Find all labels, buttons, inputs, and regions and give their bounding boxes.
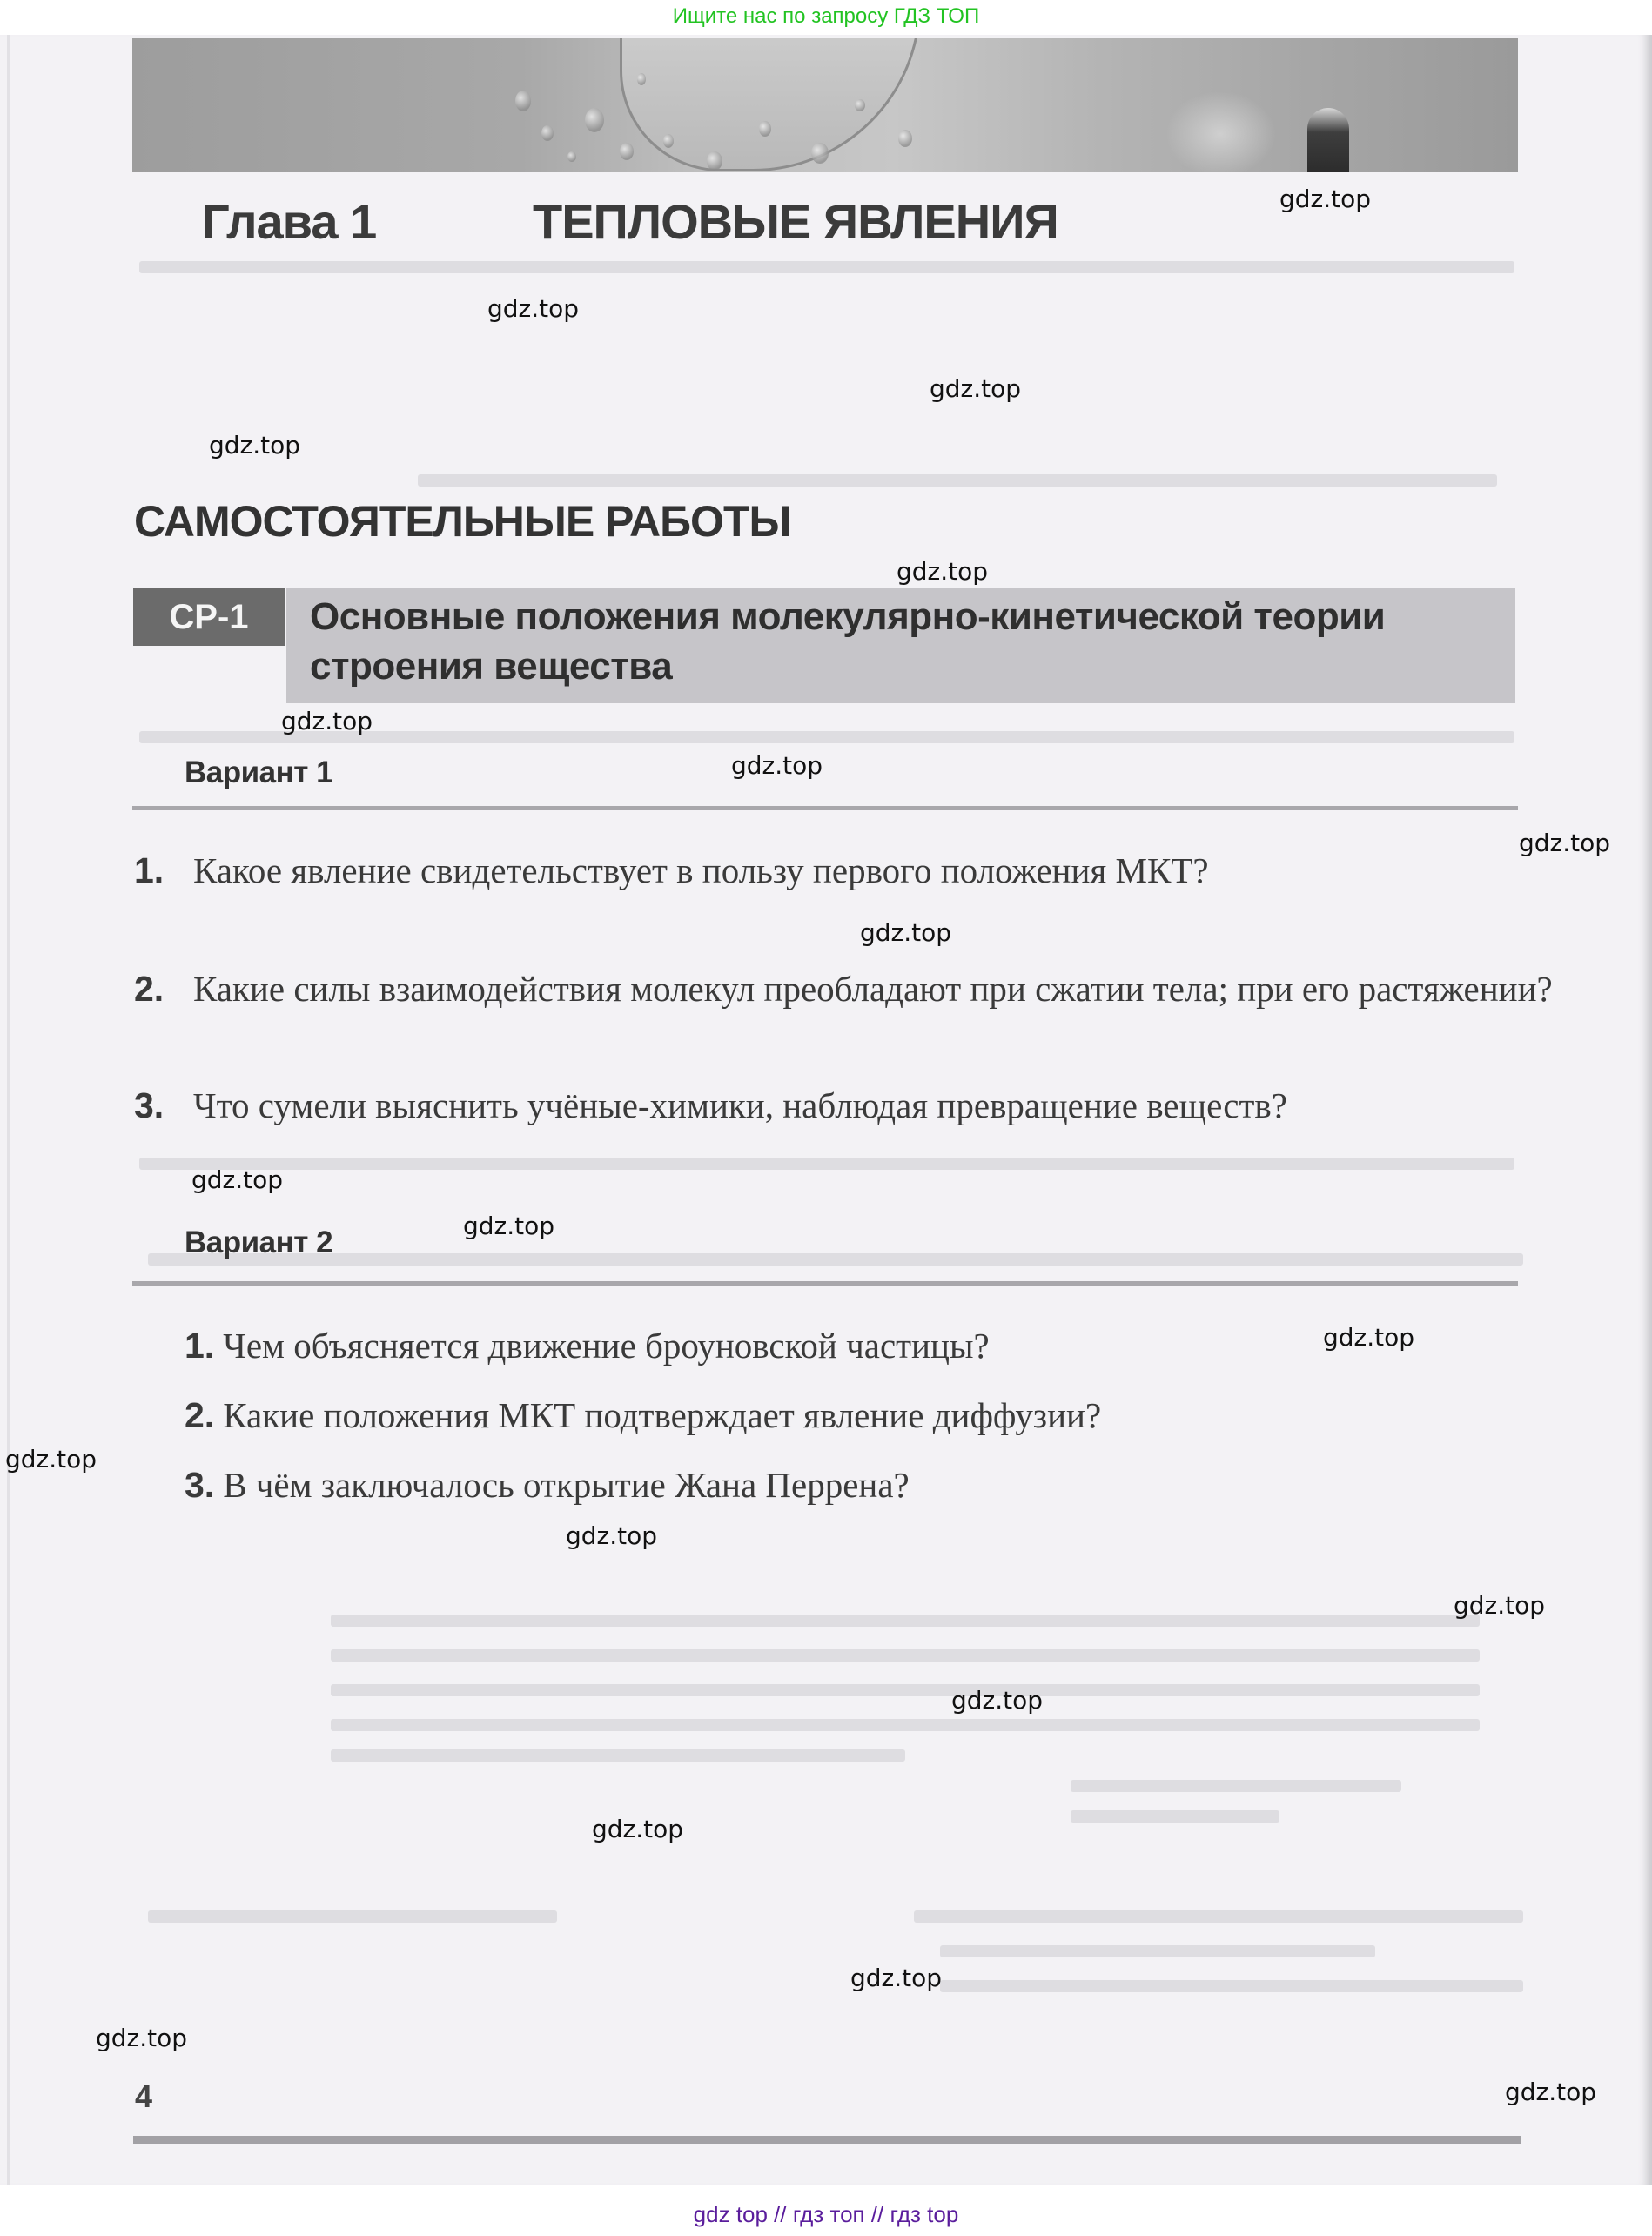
watermark: gdz.top <box>1454 1591 1546 1620</box>
water-drop <box>541 125 554 141</box>
watermark: gdz.top <box>930 374 1022 403</box>
question-text: Что сумели выяснить учёные-химики, наблюдая превращение веществ? <box>193 1085 1287 1125</box>
watermark: gdz.top <box>850 1964 943 1992</box>
water-drop <box>855 99 865 111</box>
match-stick <box>1307 108 1349 172</box>
water-drop <box>898 130 912 147</box>
bleed-through-line <box>331 1615 1480 1627</box>
watermark: gdz.top <box>5 1445 97 1474</box>
page-edge <box>7 35 10 2185</box>
bleed-through-line <box>331 1719 1480 1731</box>
bleed-through-line <box>148 1910 557 1923</box>
section-title: САМОСТОЯТЕЛЬНЫЕ РАБОТЫ <box>134 497 791 546</box>
watermark: gdz.top <box>191 1165 284 1194</box>
water-drop <box>585 108 604 132</box>
question-text: Какие положения МКТ подтверждает явление диффузии? <box>223 1395 1102 1435</box>
water-drop <box>515 91 531 111</box>
watermark: gdz.top <box>487 294 580 323</box>
variant-1-rule <box>132 806 1518 810</box>
watermark: gdz.top <box>1323 1323 1415 1352</box>
bleed-through-line <box>331 1684 1480 1696</box>
question-text: Какое явление свидетельствует в пользу первого положения МКТ? <box>193 850 1209 890</box>
variant-2-rule <box>132 1281 1518 1286</box>
water-drop <box>707 151 722 171</box>
bleed-through-line <box>148 1253 1523 1266</box>
bleed-through-line <box>331 1649 1480 1662</box>
watermark: gdz.top <box>281 707 373 735</box>
chapter-label: Глава 1 <box>202 194 377 249</box>
variant-1-question-3 <box>185 1079 1575 1131</box>
variant-1-question-2 <box>185 963 1575 1015</box>
bleed-through-line <box>1071 1780 1401 1792</box>
water-drop <box>811 143 829 164</box>
chapter-title: ТЕПЛОВЫЕ ЯВЛЕНИЯ <box>533 194 1058 249</box>
variant-2-question-3 <box>185 1459 1525 1511</box>
water-drop <box>637 73 646 85</box>
question-number: 1. <box>185 1326 215 1366</box>
watermark: gdz.top <box>96 2024 188 2052</box>
top-banner[interactable]: Ищите нас по запросу ГДЗ ТОП <box>672 4 980 28</box>
water-drop <box>759 121 771 137</box>
watermark: gdz.top <box>566 1521 658 1550</box>
bleed-through-line <box>940 1980 1523 1992</box>
watermark: gdz.top <box>1279 185 1372 213</box>
work-code-badge: СР-1 <box>133 588 285 646</box>
bleed-through-line <box>940 1945 1375 1957</box>
page-number: 4 <box>135 2078 153 2114</box>
watermark: gdz.top <box>731 751 823 780</box>
variant-1-question-1 <box>185 844 1575 896</box>
work-title: Основные положения молекулярно-кинетической теории строения вещества <box>310 595 1386 688</box>
bleed-through-line <box>1071 1810 1279 1823</box>
variant-2-question-2 <box>185 1389 1525 1441</box>
watermark: gdz.top <box>463 1212 555 1240</box>
watermark: gdz.top <box>1519 829 1611 857</box>
chapter-header-photo <box>132 38 1518 172</box>
question-text: Какие силы взаимодействия молекул преобладают при сжатии тела; при его растяжении? <box>193 969 1553 1009</box>
bleed-through-line <box>139 261 1514 273</box>
watermark: gdz.top <box>897 557 989 586</box>
water-drop <box>620 143 634 160</box>
photo-shape <box>620 38 921 171</box>
watermark: gdz.top <box>860 918 952 947</box>
bleed-through-line <box>331 1749 905 1762</box>
question-text: Чем объясняется движение броуновской частицы? <box>223 1326 990 1366</box>
water-drop <box>567 151 576 162</box>
bleed-through-line <box>914 1910 1523 1923</box>
water-drop <box>663 134 674 148</box>
watermark: gdz.top <box>951 1686 1044 1715</box>
watermark: gdz.top <box>1505 2078 1597 2106</box>
watermark: gdz.top <box>209 431 301 460</box>
variant-1-label: Вариант 1 <box>185 755 333 789</box>
bottom-banner[interactable]: gdz top // гдз топ // гдз top <box>0 2193 1652 2236</box>
watermark: gdz.top <box>592 1815 684 1843</box>
question-number: 2. <box>185 1395 215 1435</box>
variant-2-label: Вариант 2 <box>185 1225 333 1259</box>
bleed-through-line <box>418 474 1497 487</box>
footer-rule <box>133 2136 1521 2144</box>
bleed-through-line <box>139 1158 1514 1170</box>
question-text: В чём заключалось открытие Жана Перрена? <box>223 1465 910 1505</box>
question-number: 3. <box>185 1465 215 1505</box>
